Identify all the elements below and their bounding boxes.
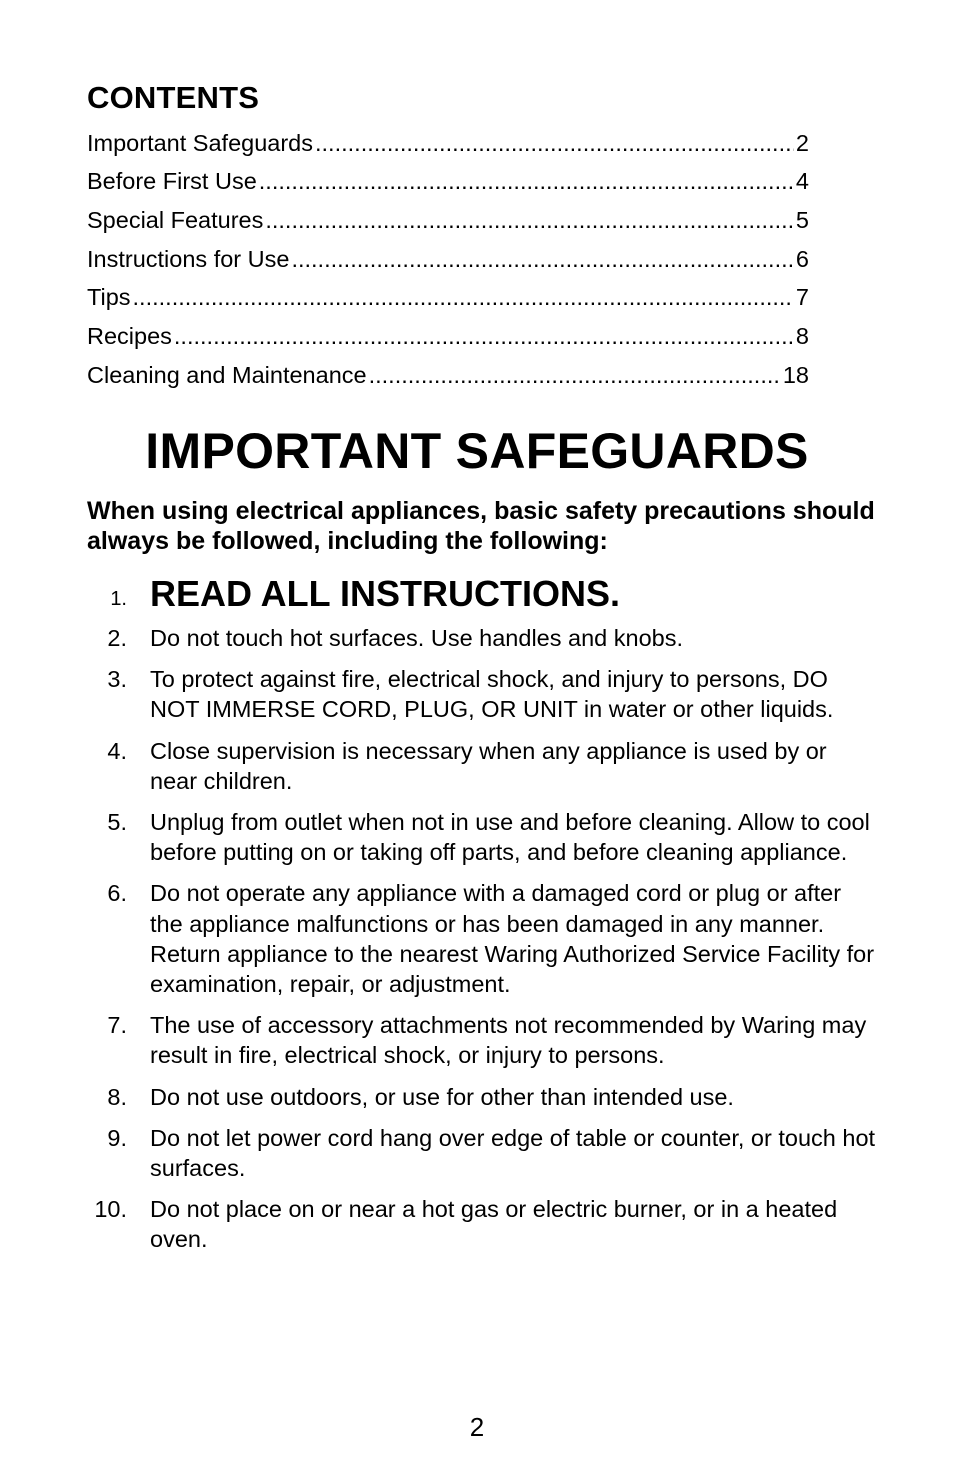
safeguards-list [0,572,954,1255]
toc-leader-dots [259,170,794,194]
item-text: Do not touch hot surfaces. Use handles and knobs. [150,625,683,651]
item-number: 4. [107,737,127,764]
toc-entry-page: 2 [795,129,809,156]
item-text: Do not operate any appliance with a damaged cord or plug or after the appliance malfunctions or has been damaged in any manner. Return appliance to the nearest Waring Authorized Service Facility for examination, repair, or adjustment. [150,880,875,998]
list-item [0,807,954,867]
list-item [0,878,954,999]
item-text: Unplug from outlet when not in use and before cleaning. Allow to cool before putting on or taking off parts, and before cleaning appliance. [150,809,870,866]
toc-entry-title: Special Features [87,206,264,233]
toc-entry [87,240,809,279]
item-number: 5. [107,809,127,836]
list-item [0,1123,954,1183]
toc-entry [87,317,809,356]
toc-entry-page: 5 [795,206,809,233]
toc-entry-title: Recipes [87,323,172,350]
item-text: Do not let power cord hang over edge of table or counter, or touch hot surfaces. [150,1124,876,1182]
list-item [0,1194,954,1254]
item-number: 9. [107,1124,127,1151]
safeguards-title: IMPORTANT SAFEGUARDS [145,423,809,479]
contents-heading: CONTENTS [87,80,260,115]
list-item [0,1082,954,1112]
item-number: 10. [94,1196,127,1223]
toc-entry-title: Instructions for Use [87,245,290,272]
item-number: 8. [107,1083,127,1110]
toc-entry-page: 6 [795,245,809,272]
item-number: 1. [110,588,127,610]
list-item [0,736,954,796]
page-number: 2 [469,1412,485,1442]
toc-entry-title: Important Safeguards [87,129,313,156]
item-text: Close supervision is necessary when any appliance is used by or near children. [150,737,827,794]
toc-leader-dots [133,286,794,310]
table-of-contents [87,124,809,395]
list-item [0,572,954,616]
toc-leader-dots [265,209,794,233]
toc-leader-dots [315,132,794,156]
item-number: 3. [107,666,127,693]
item-number: 2. [107,625,127,651]
toc-entry-page: 4 [795,168,809,195]
safeguards-intro: When using electrical appliances, basic safety precautions should always be followed, including the following: [87,497,875,555]
list-item [0,664,954,724]
item-number: 6. [107,880,127,907]
toc-leader-dots [291,248,793,272]
toc-entry-title: Before First Use [87,168,257,195]
toc-entry-page: 7 [795,284,809,311]
toc-entry-page: 18 [782,361,809,388]
item-text: To protect against fire, electrical shock, and injury to persons, DO NOT IMMERSE CORD, PLUG, OR UNIT in water or other liquids. [150,666,834,723]
toc-entry [87,356,809,395]
item-text: The use of accessory attachments not recommended by Waring may result in fire, electrical shock, or injury to persons. [150,1012,867,1069]
toc-entry [87,163,809,202]
item-text: READ ALL INSTRUCTIONS. [150,573,621,614]
toc-entry-title: Tips [87,284,131,311]
toc-leader-dots [174,325,794,349]
list-item [0,623,954,653]
item-text: Do not place on or near a hot gas or electric burner, or in a heated oven. [150,1196,838,1253]
toc-entry [87,201,809,240]
toc-entry [87,124,809,163]
toc-leader-dots [369,364,781,388]
toc-entry-title: Cleaning and Maintenance [87,361,367,388]
toc-entry [87,279,809,318]
list-item [0,1010,954,1070]
item-number: 7. [107,1012,127,1039]
toc-entry-page: 8 [795,323,809,350]
item-text: Do not use outdoors, or use for other than intended use. [150,1083,734,1110]
